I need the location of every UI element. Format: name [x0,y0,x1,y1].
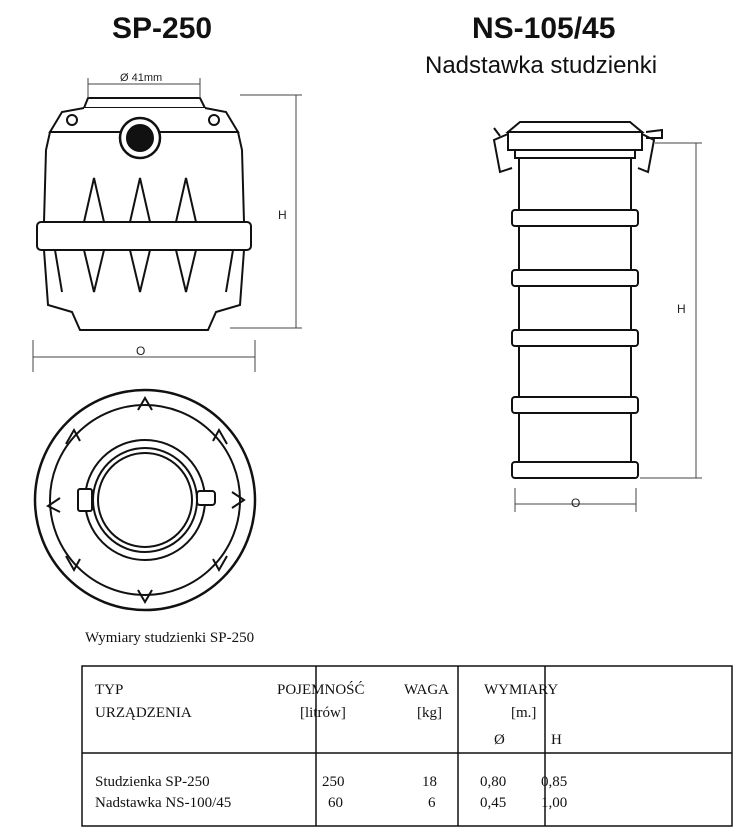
ns105-subtitle: Nadstawka studzienki [425,52,658,79]
header-diameter: Ø [494,732,505,748]
ns105-width-label: O [571,496,581,510]
header-height: H [551,732,562,748]
sp250-top-view [35,390,255,610]
header-weight: WAGA [404,682,449,698]
table-row-1-diameter: 0,80 [480,774,507,790]
sp250-width-label: O [136,344,146,358]
header-capacity-unit: [litrów] [300,705,346,721]
table-row-2-diameter: 0,45 [480,795,507,811]
sp250-side-view [37,98,251,330]
header-type: TYP [95,682,124,698]
table-row-1-weight: 18 [422,774,437,790]
table-caption: Wymiary studzienki SP-250 [85,630,255,646]
pipe-diameter-label: Ø 41mm [120,72,163,84]
ns105-title: NS-105/45 [472,12,616,45]
table-row-2-name: Nadstawka NS-100/45 [95,795,232,811]
table-row-2-capacity: 60 [328,795,343,811]
header-dimensions: WYMIARY [484,682,559,698]
header-dimensions-unit: [m.] [511,705,537,721]
ns105-height-label: H [677,302,686,316]
table-row-2-weight: 6 [428,795,436,811]
header-weight-unit: [kg] [417,705,442,721]
sp250-title: SP-250 [112,12,213,45]
header-capacity: POJEMNOŚĆ [277,682,365,698]
ns105-side-view [494,122,662,478]
table-row-1-name: Studzienka SP-250 [95,774,210,790]
table-row-2-height: 1,00 [541,795,568,811]
table-row-1-capacity: 250 [322,774,345,790]
table-row-1-height: 0,85 [541,774,568,790]
header-device: URZĄDZENIA [95,705,192,721]
sp250-height-label: H [278,208,287,222]
